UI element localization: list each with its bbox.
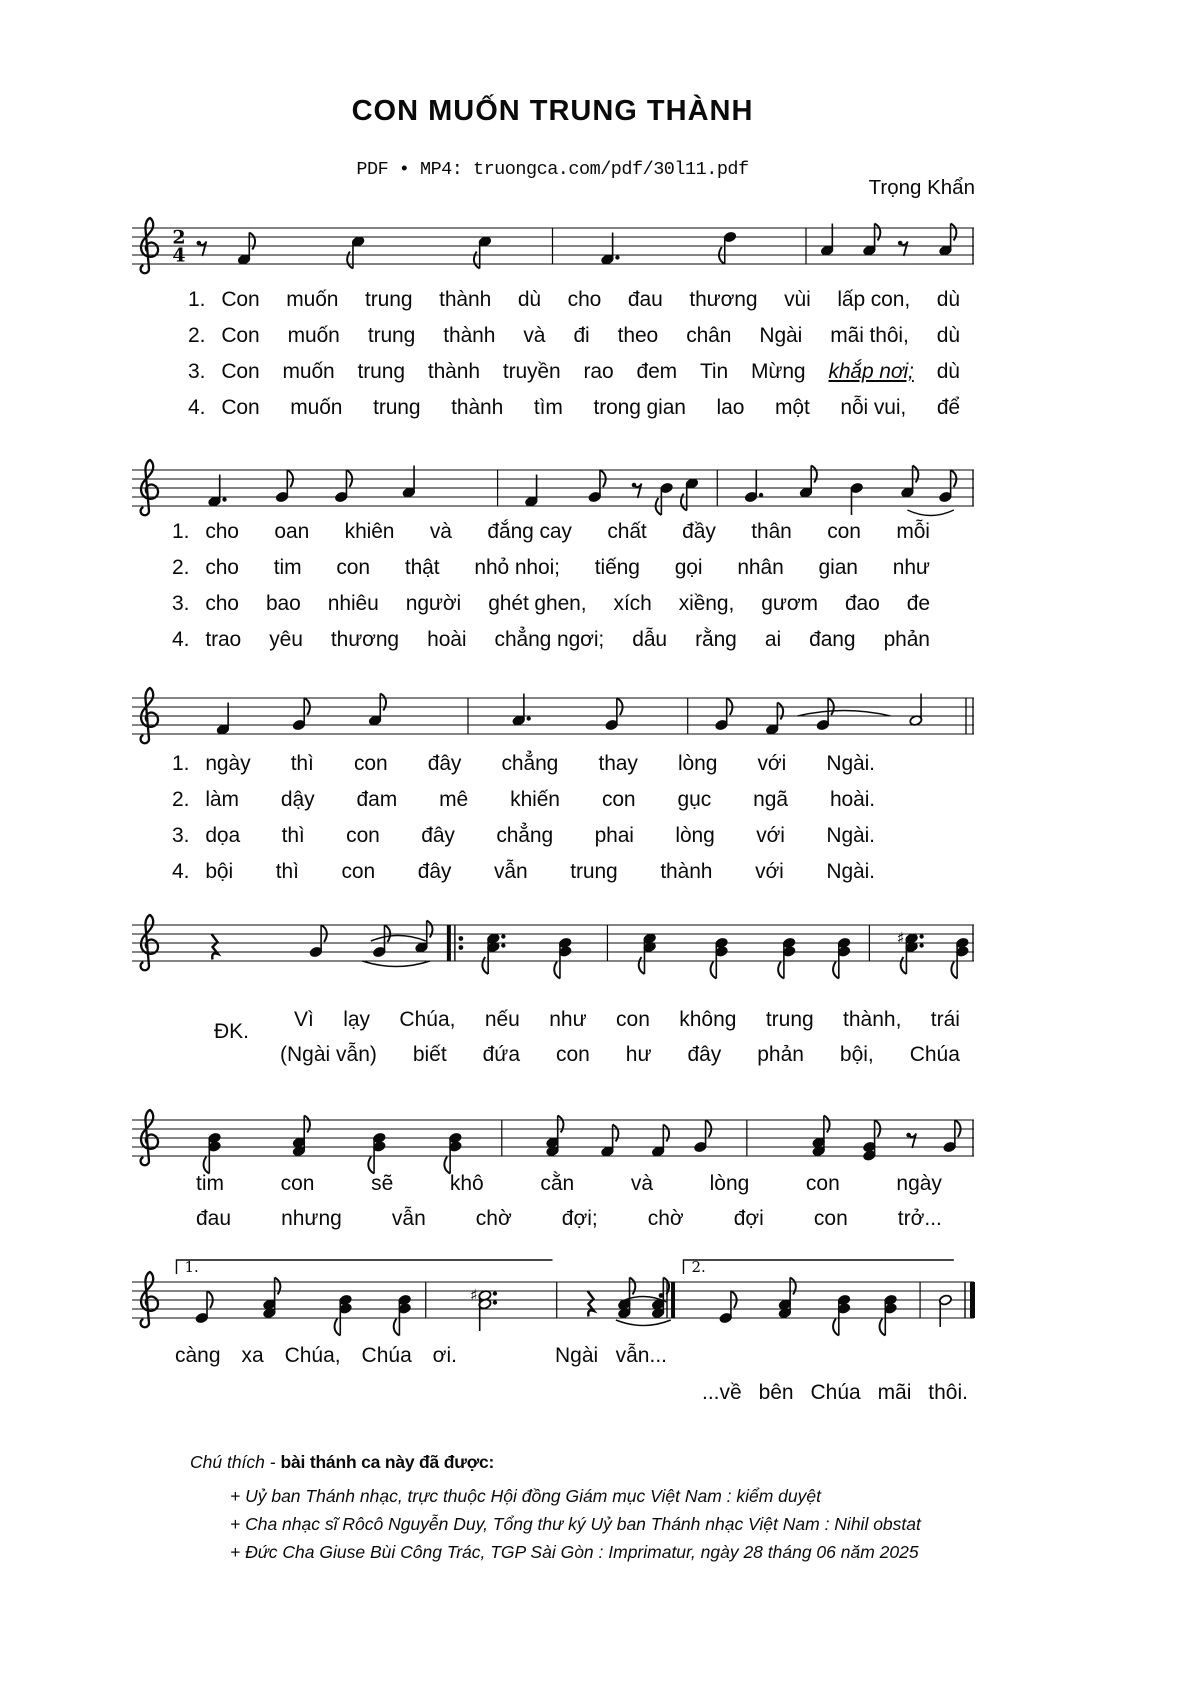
lyric-line	[130, 788, 975, 824]
lyric-word: càng	[175, 1344, 221, 1367]
lyric-word: Chúa,	[284, 1344, 341, 1367]
lyric-word: ...về	[702, 1381, 742, 1404]
lyric-word: Chúa	[909, 1043, 960, 1066]
lyric-word: tiếng	[594, 556, 640, 579]
lyric-word: thay	[598, 752, 638, 775]
lyric-word: con	[616, 1008, 650, 1031]
lyric-word: dù	[936, 360, 960, 383]
lyric-word: hư	[625, 1043, 652, 1066]
lyric-word: muốn	[290, 396, 343, 419]
lyric-word: cho	[567, 288, 602, 311]
lyric-word: với	[755, 860, 784, 883]
lyric-word: phản	[883, 628, 930, 651]
lyric-line	[130, 628, 975, 664]
lyric-word: thành	[443, 324, 496, 347]
lyric-word: Ngài.	[826, 752, 875, 775]
lyric-word: bao	[265, 592, 301, 615]
lyric-word: con	[346, 824, 380, 847]
lyric-word: hoài.	[829, 788, 875, 811]
lyric-word: một	[774, 396, 810, 419]
lyric-word: và	[523, 324, 546, 347]
lyric-word: khô	[449, 1172, 484, 1195]
lyric-word: đợi;	[561, 1207, 598, 1230]
staff-system-4	[130, 895, 975, 979]
lyric-word: lao	[716, 396, 745, 419]
lyric-word: bội,	[839, 1043, 874, 1066]
lyric-word: khiên	[344, 520, 395, 543]
lyric-word: vẫn	[494, 860, 528, 883]
lyric-word: nhưng	[281, 1207, 342, 1230]
lyric-word: lòng	[709, 1172, 750, 1195]
lyric-line	[130, 860, 975, 896]
lyric-word: vẫn	[391, 1207, 426, 1230]
lyric-word: trái	[930, 1008, 960, 1031]
lyric-word: biết	[412, 1043, 447, 1066]
lyric-word: đi	[573, 324, 590, 347]
lyric-word: ghét ghen,	[488, 592, 587, 615]
lyric-word: đây	[417, 860, 452, 883]
lyric-word: Chúa,	[399, 1008, 456, 1031]
lyric-word: lạy	[343, 1008, 371, 1031]
lyric-word: trung	[373, 396, 421, 419]
lyric-word: thành	[451, 396, 504, 419]
lyric-word: Mừng	[751, 360, 806, 383]
chorus-block-2	[130, 1172, 975, 1242]
lyric-word: lòng	[677, 752, 718, 775]
verse-number: 3.	[188, 360, 206, 383]
lyric-word: rằng	[695, 628, 737, 651]
svg-text:2: 2	[172, 226, 186, 249]
chorus-block	[130, 1008, 975, 1078]
lyric-word: gục	[677, 788, 712, 811]
lyric-word: rao	[583, 360, 614, 383]
lyric-word: đe	[906, 592, 930, 615]
lyric-word: dù	[517, 288, 541, 311]
lyric-word: hoài	[427, 628, 467, 651]
lyric-word: khiến	[510, 788, 560, 811]
footnote-separator: -	[264, 1452, 281, 1472]
staff-system-6	[130, 1246, 975, 1346]
lyric-word: con	[353, 752, 388, 775]
lyric-word: xích	[613, 592, 652, 615]
lyric-line	[130, 592, 975, 628]
lyric-word: không	[679, 1008, 737, 1031]
lyric-word: Chúa	[810, 1381, 861, 1404]
lyric-word: trung	[357, 360, 405, 383]
lyric-word: trung	[367, 324, 416, 347]
lyric-line	[130, 824, 975, 860]
lyric-word: tìm	[533, 396, 563, 419]
lyric-word: đau	[627, 288, 663, 311]
lyric-word: Vì	[294, 1008, 314, 1031]
lyric-word: đứa	[482, 1043, 521, 1066]
lyric-word: Ngài	[555, 1344, 599, 1367]
lyric-word: Chúa	[361, 1344, 412, 1367]
lyric-word: yêu	[269, 628, 303, 651]
chorus-label: ĐK.	[214, 1020, 250, 1043]
lyric-word: tim	[196, 1172, 224, 1195]
lyric-word: ngày	[896, 1172, 942, 1195]
lyric-word: ơi.	[432, 1344, 457, 1367]
lyric-word: gian	[818, 556, 858, 579]
lyric-word: vẫn...	[615, 1344, 667, 1367]
lyric-word: con	[280, 1172, 315, 1195]
verse-block-1	[130, 288, 975, 432]
staff-system-3	[130, 668, 975, 752]
verse-number: 1.	[172, 520, 190, 543]
lyric-word: sẽ	[371, 1172, 394, 1195]
lyric-word: thành,	[843, 1008, 902, 1031]
lyric-word: thành	[427, 360, 480, 383]
lyric-word: đắng cay	[487, 520, 572, 543]
lyric-word: thì	[281, 824, 305, 847]
lyric-word: chất	[607, 520, 647, 543]
footnote-colon: :	[488, 1452, 495, 1472]
lyric-word: nhỏ nhoi;	[474, 556, 560, 579]
footnote-block	[130, 1452, 975, 1570]
lyric-word: thật	[404, 556, 440, 579]
lyric-word: nếu	[484, 1008, 520, 1031]
lyric-word: người	[405, 592, 462, 615]
ending-line-1-right	[555, 1344, 667, 1368]
lyric-word: chờ	[647, 1207, 684, 1230]
lyric-word: vùi	[784, 288, 811, 311]
lyric-word: truyền	[502, 360, 561, 383]
lyric-word: cho	[205, 520, 239, 543]
lyric-word: lấp con,	[837, 288, 911, 311]
svg-text:1.: 1.	[184, 1258, 199, 1276]
chorus-line-4	[130, 1207, 975, 1242]
ending-line-1-left	[175, 1344, 457, 1368]
lyric-word: Tin	[699, 360, 729, 383]
lyric-word: con	[601, 788, 636, 811]
lyric-word: Con	[221, 396, 260, 419]
footnote-heading	[190, 1452, 975, 1473]
lyric-word: chẳng	[496, 824, 554, 847]
lyric-word: đang	[809, 628, 856, 651]
lyric-word: như	[892, 556, 930, 579]
lyric-word: trao	[205, 628, 242, 651]
verse-number: 2.	[172, 788, 190, 811]
lyric-word: theo	[617, 324, 659, 347]
lyric-word: chẳng	[501, 752, 559, 775]
lyric-word: phản	[757, 1043, 804, 1066]
lyric-word: con	[336, 556, 370, 579]
lyric-word: Con	[221, 288, 260, 311]
staff-system-2	[130, 440, 975, 524]
lyric-word: xiềng,	[678, 592, 735, 615]
lyric-word: thân	[751, 520, 792, 543]
lyric-word: con	[827, 520, 861, 543]
lyric-word: đây	[687, 1043, 722, 1066]
lyric-word: dù	[936, 324, 960, 347]
lyric-line	[130, 288, 975, 324]
verse-number: 2.	[172, 556, 190, 579]
lyric-word: tim	[273, 556, 302, 579]
footnote-label: Chú thích	[190, 1452, 265, 1472]
lyric-word: cho	[205, 592, 239, 615]
lyric-word: con	[341, 860, 376, 883]
lyric-word: gọi	[674, 556, 703, 579]
lyric-word: phai	[594, 824, 634, 847]
lyric-word: trong gian	[593, 396, 686, 419]
svg-text:2.: 2.	[691, 1258, 706, 1276]
staff-system-5	[130, 1090, 975, 1174]
lyric-word: dù	[936, 288, 960, 311]
svg-text:4: 4	[172, 244, 186, 267]
chorus-line-2	[130, 1043, 975, 1078]
lyric-line	[130, 556, 975, 592]
lyric-word: Con	[221, 324, 260, 347]
lyric-word: nhân	[737, 556, 784, 579]
footnote-item: + Uỷ ban Thánh nhạc, trực thuộc Hội đồng Giám mục Việt Nam : kiểm duyệt	[230, 1486, 821, 1506]
lyric-word: nỗi vui,	[840, 396, 907, 419]
lyric-word: gươm	[761, 592, 818, 615]
footnote-item: + Cha nhạc sĩ Rôcô Nguyễn Duy, Tổng thư ký Uỷ ban Thánh nhạc Việt Nam : Nihil obstat	[230, 1514, 921, 1534]
lyric-word: dọa	[205, 824, 241, 847]
lyric-line	[130, 360, 975, 396]
lyric-word: dậy	[280, 788, 315, 811]
lyric-line	[130, 520, 975, 556]
lyric-line	[130, 752, 975, 788]
lyric-word: đầy	[682, 520, 716, 543]
lyric-word: với	[756, 824, 785, 847]
svg-text:♯: ♯	[469, 1285, 478, 1305]
lyric-word: thôi.	[928, 1381, 968, 1404]
lyric-word: thành	[439, 288, 492, 311]
lyric-word: Con	[221, 360, 260, 383]
lyric-word: đây	[421, 824, 455, 847]
lyric-word: bội	[205, 860, 234, 883]
footnote-item: + Đức Cha Giuse Bùi Công Trác, TGP Sài Gòn : Imprimatur, ngày 28 tháng 06 năm 2025	[230, 1542, 919, 1562]
lyric-word: đợi	[733, 1207, 764, 1230]
lyric-word: như	[549, 1008, 587, 1031]
lyric-word: thương	[330, 628, 400, 651]
lyric-word: ai	[764, 628, 782, 651]
footnote-bold-text: bài thánh ca này đã được	[280, 1452, 489, 1472]
verse-number: 3.	[172, 592, 190, 615]
lyric-word: muốn	[282, 360, 335, 383]
pdf-mp4-link-text: PDF • MP4: truongca.com/pdf/30l11.pdf	[356, 159, 749, 180]
lyric-word: đem	[636, 360, 678, 383]
lyric-word: Ngài	[759, 324, 803, 347]
lyric-word: với	[757, 752, 787, 775]
lyric-word: Ngài.	[826, 860, 875, 883]
chorus-line-1	[130, 1008, 975, 1043]
verse-block-3	[130, 752, 975, 896]
lyric-word: Ngài.	[826, 824, 875, 847]
lyric-line	[130, 324, 975, 360]
lyric-word: (Ngài vẫn)	[280, 1043, 377, 1066]
lyric-word: dẫu	[632, 628, 667, 651]
lyric-word: nhiêu	[327, 592, 379, 615]
lyric-word: thành	[660, 860, 713, 883]
lyric-word: muốn	[286, 288, 339, 311]
lyric-word: con	[805, 1172, 840, 1195]
lyric-word: mê	[439, 788, 469, 811]
verse-number: 4.	[172, 860, 190, 883]
lyric-word: con	[555, 1043, 590, 1066]
lyric-word: cho	[205, 556, 239, 579]
verse-number: 2.	[188, 324, 206, 347]
lyric-word: ngã	[753, 788, 788, 811]
lyric-word: đam	[356, 788, 398, 811]
lyric-word: để	[936, 396, 960, 419]
lyric-word: mỗi	[896, 520, 930, 543]
lyric-word: trở...	[897, 1207, 942, 1230]
lyric-word: chờ	[475, 1207, 512, 1230]
page-title: CON MUỐN TRUNG THÀNH	[351, 95, 754, 127]
lyric-word: trung	[570, 860, 618, 883]
lyric-word: con	[813, 1207, 848, 1230]
lyric-word: chẳng ngơi;	[494, 628, 605, 651]
lyric-word: cằn	[540, 1172, 575, 1195]
lyric-word: đao	[844, 592, 880, 615]
verse-number: 4.	[188, 396, 206, 419]
staff-system-1	[130, 198, 975, 282]
lyric-word: ngày	[205, 752, 251, 775]
footnote-items	[230, 1486, 975, 1570]
lyric-word: và	[630, 1172, 653, 1195]
lyric-word: thì	[275, 860, 299, 883]
lyric-word: khắp nơi;	[828, 360, 914, 383]
lyric-word: muốn	[287, 324, 340, 347]
verse-block-2	[130, 520, 975, 664]
lyric-word: lòng	[675, 824, 715, 847]
lyric-word: thì	[290, 752, 314, 775]
lyric-line	[130, 396, 975, 432]
lyric-word: đây	[427, 752, 462, 775]
lyric-word: chân	[686, 324, 732, 347]
composer-name: Trọng Khẩn	[868, 176, 975, 199]
lyric-word: mãi	[877, 1381, 912, 1404]
svg-text:♯: ♯	[896, 928, 905, 948]
verse-number: 1.	[188, 288, 206, 311]
lyric-word: đau	[196, 1207, 232, 1230]
lyric-word: làm	[205, 788, 239, 811]
lyric-word: trung	[765, 1008, 814, 1031]
lyric-word: mãi thôi,	[830, 324, 909, 347]
lyric-word: bên	[758, 1381, 794, 1404]
ending-line-2	[702, 1381, 968, 1405]
verse-number: 1.	[172, 752, 190, 775]
lyric-word: oan	[274, 520, 310, 543]
chorus-line-3	[130, 1172, 975, 1207]
lyric-word: xa	[241, 1344, 264, 1367]
lyric-word: và	[429, 520, 452, 543]
verse-number: 3.	[172, 824, 190, 847]
lyric-word: thương	[689, 288, 758, 311]
verse-number: 4.	[172, 628, 190, 651]
lyric-word: trung	[365, 288, 413, 311]
